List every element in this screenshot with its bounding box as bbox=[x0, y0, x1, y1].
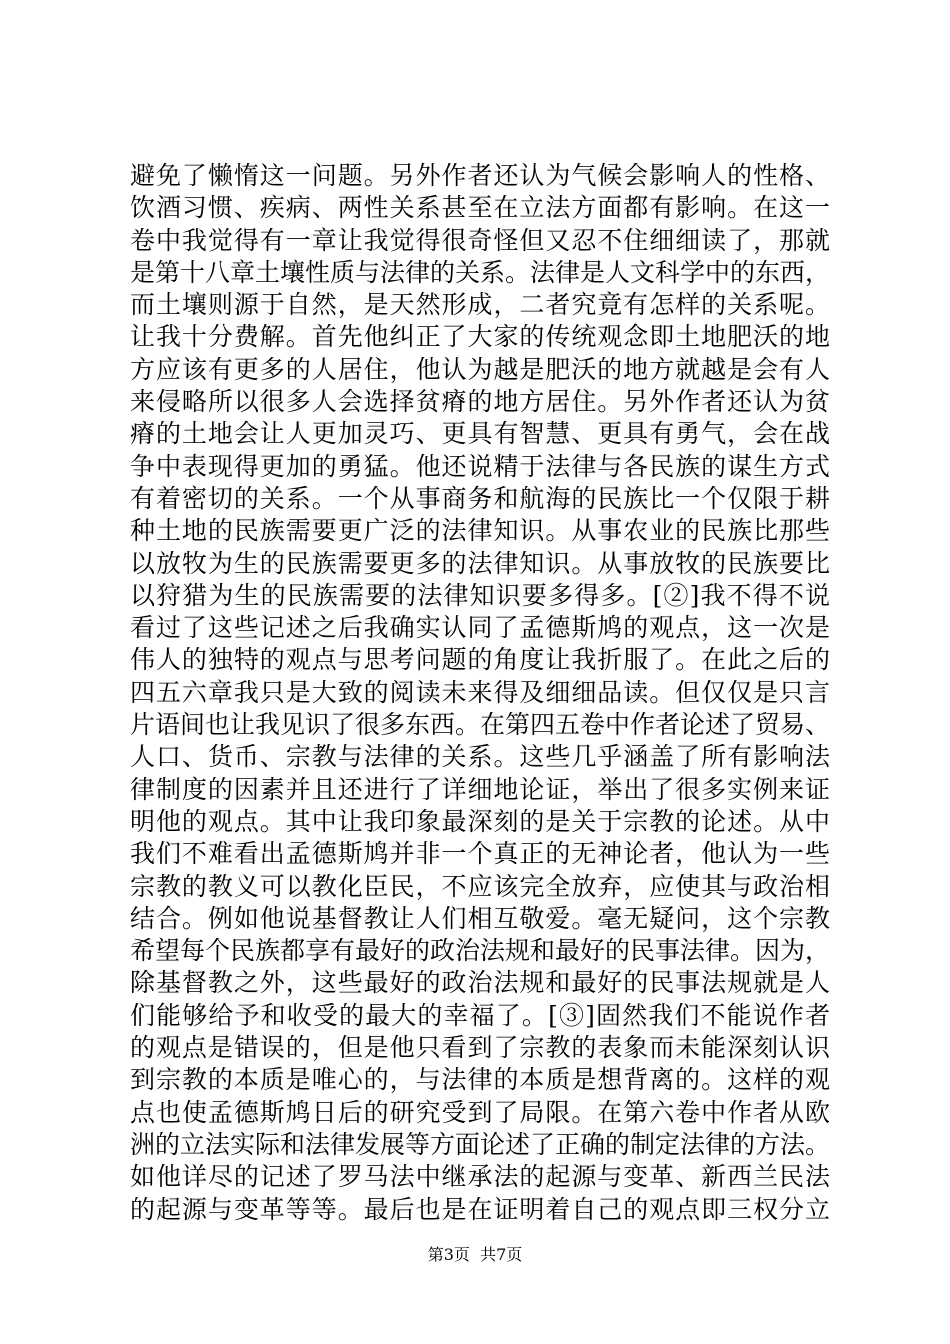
text-line: 伟人的独特的观点与思考问题的角度让我折服了。在此之后的 bbox=[130, 645, 830, 675]
text-line: 宗教的教义可以教化臣民，不应该完全放弃，应使其与政治相 bbox=[130, 871, 830, 901]
text-line: 瘠的土地会让人更加灵巧、更具有智慧、更具有勇气，会在战 bbox=[130, 419, 830, 449]
text-line: 以放牧为生的民族需要更多的法律知识。从事放牧的民族要比 bbox=[130, 548, 830, 578]
text-line: 而土壤则源于自然，是天然形成，二者究竟有怎样的关系呢。 bbox=[130, 290, 830, 320]
text-line: 争中表现得更加的勇猛。他还说精于法律与各民族的谋生方式 bbox=[130, 451, 830, 481]
text-line: 避免了懒惰这一问题。另外作者还认为气候会影响人的性格、 bbox=[130, 161, 830, 190]
text-line: 是第十八章土壤性质与法律的关系。法律是人文科学中的东西， bbox=[130, 257, 831, 287]
text-line: 点也使孟德斯鸠日后的研究受到了局限。在第六卷中作者从欧 bbox=[130, 1097, 830, 1127]
text-line: 人口、货币、宗教与法律的关系。这些几乎涵盖了所有影响法 bbox=[130, 742, 830, 772]
text-line: 四五六章我只是大致的阅读未来得及细细品读。但仅仅是只言 bbox=[130, 677, 830, 707]
text-line: 们能够给予和收受的最大的幸福了。[③]固然我们不能说作者 bbox=[130, 1000, 830, 1030]
text-line: 方应该有更多的人居住，他认为越是肥沃的地方就越是会有人 bbox=[130, 354, 830, 384]
text-line: 片语间也让我见识了很多东西。在第四五卷中作者论述了贸易、 bbox=[130, 710, 831, 740]
text-line: 除基督教之外，这些最好的政治法规和最好的民事法规就是人 bbox=[130, 968, 830, 998]
text-line: 洲的立法实际和法律发展等方面论述了正确的制定法律的方法。 bbox=[130, 1129, 831, 1159]
footer-separator bbox=[470, 1245, 480, 1264]
page-total: 共7页 bbox=[480, 1245, 523, 1264]
text-line: 的起源与变革等等。最后也是在证明着自己的观点即三权分立 bbox=[130, 1194, 830, 1224]
text-line: 如他详尽的记述了罗马法中继承法的起源与变革、新西兰民法 bbox=[130, 1162, 830, 1192]
text-line: 到宗教的本质是唯心的，与法律的本质是想背离的。这样的观 bbox=[130, 1065, 830, 1095]
text-line: 希望每个民族都享有最好的政治法规和最好的民事法律。因为， bbox=[130, 936, 831, 966]
text-line: 来侵略所以很多人会选择贫瘠的地方居住。另外作者还认为贫 bbox=[130, 387, 830, 417]
text-line: 卷中我觉得有一章让我觉得很奇怪但又忍不住细细读了，那就 bbox=[130, 225, 830, 255]
text-line: 的观点是错误的，但是他只看到了宗教的表象而未能深刻认识 bbox=[130, 1033, 830, 1063]
text-line: 饮酒习惯、疾病、两性关系甚至在立法方面都有影响。在这一 bbox=[130, 193, 830, 223]
text-line: 结合。例如他说基督教让人们相互敬爱。毫无疑问，这个宗教 bbox=[130, 903, 830, 933]
page-footer bbox=[0, 1242, 950, 1265]
page-number: 第3页 bbox=[427, 1245, 470, 1264]
text-line: 以狩猎为生的民族需要的法律知识要多得多。[②]我不得不说 bbox=[130, 580, 830, 610]
body-text bbox=[130, 160, 830, 1226]
text-line: 我们不难看出孟德斯鸠并非一个真正的无神论者，他认为一些 bbox=[130, 839, 830, 869]
text-line: 让我十分费解。首先他纠正了大家的传统观念即土地肥沃的地 bbox=[130, 322, 830, 352]
text-line: 看过了这些记述之后我确实认同了孟德斯鸠的观点，这一次是 bbox=[130, 613, 830, 643]
text-line: 有着密切的关系。一个从事商务和航海的民族比一个仅限于耕 bbox=[130, 483, 830, 513]
text-line: 种土地的民族需要更广泛的法律知识。从事农业的民族比那些 bbox=[130, 516, 830, 546]
text-line: 律制度的因素并且还进行了详细地论证，举出了很多实例来证 bbox=[130, 774, 830, 804]
text-line: 明他的观点。其中让我印象最深刻的是关于宗教的论述。从中 bbox=[130, 806, 830, 836]
